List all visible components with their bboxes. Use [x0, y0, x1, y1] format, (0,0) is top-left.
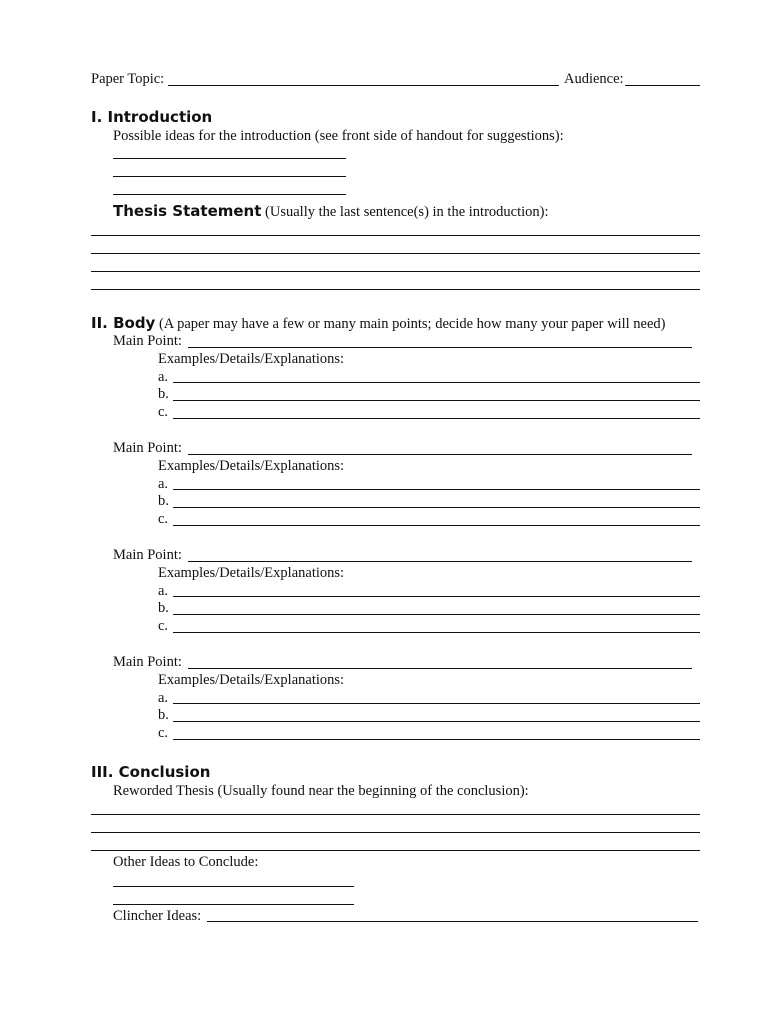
item-a-label: a. [158, 583, 169, 599]
item-c-blank[interactable] [173, 632, 700, 633]
item-b-label: b. [158, 386, 169, 402]
paper-topic-blank[interactable] [168, 85, 559, 86]
reworded-thesis-blank[interactable] [91, 850, 700, 851]
item-a-blank[interactable] [173, 596, 700, 597]
item-b-label: b. [158, 600, 169, 616]
main-point-blank[interactable] [188, 454, 692, 455]
body-heading-row [91, 314, 666, 333]
reworded-thesis-blank[interactable] [91, 832, 700, 833]
body-heading: II. Body [91, 314, 156, 332]
examples-label: Examples/Details/Explanations: [158, 565, 345, 581]
thesis-blank[interactable] [91, 271, 700, 272]
clincher-ideas-label: Clincher Ideas: [113, 908, 202, 924]
item-c-label: c. [158, 618, 169, 634]
conclusion-heading: III. Conclusion [91, 763, 211, 781]
main-point-label: Main Point: [113, 547, 182, 563]
item-c-label: c. [158, 725, 169, 741]
audience-blank[interactable] [625, 85, 700, 86]
main-point-blank[interactable] [188, 347, 692, 348]
thesis-blank[interactable] [91, 235, 700, 236]
clincher-ideas-blank[interactable] [207, 921, 698, 922]
introduction-heading: I. Introduction [91, 108, 213, 126]
reworded-thesis-blank[interactable] [91, 814, 700, 815]
item-a-blank[interactable] [173, 489, 700, 490]
item-c-label: c. [158, 404, 169, 420]
paper-topic-label: Paper Topic: [91, 71, 165, 87]
reworded-thesis-label: Reworded Thesis (Usually found near the beginning of the conclusion): [113, 783, 529, 799]
other-ideas-label: Other Ideas to Conclude: [113, 854, 259, 870]
intro-idea-blank[interactable] [113, 176, 346, 177]
item-b-label: b. [158, 707, 169, 723]
body-note: (A paper may have a few or many main points; decide how many your paper will need) [158, 316, 666, 332]
audience-label: Audience: [564, 71, 624, 87]
main-point-blank[interactable] [188, 561, 692, 562]
item-a-blank[interactable] [173, 703, 700, 704]
thesis-blank[interactable] [91, 289, 700, 290]
main-point-blank[interactable] [188, 668, 692, 669]
item-b-blank[interactable] [173, 614, 700, 615]
item-b-blank[interactable] [173, 400, 700, 401]
item-b-label: b. [158, 493, 169, 509]
examples-label: Examples/Details/Explanations: [158, 672, 345, 688]
item-c-blank[interactable] [173, 418, 700, 419]
thesis-blank[interactable] [91, 253, 700, 254]
item-b-blank[interactable] [173, 721, 700, 722]
item-a-label: a. [158, 690, 169, 706]
item-c-blank[interactable] [173, 739, 700, 740]
other-idea-blank[interactable] [113, 904, 354, 905]
examples-label: Examples/Details/Explanations: [158, 351, 345, 367]
item-a-label: a. [158, 369, 169, 385]
main-point-label: Main Point: [113, 333, 182, 349]
other-idea-blank[interactable] [113, 886, 354, 887]
item-b-blank[interactable] [173, 507, 700, 508]
thesis-statement-heading: Thesis Statement [113, 202, 262, 220]
item-a-blank[interactable] [173, 382, 700, 383]
main-point-label: Main Point: [113, 654, 182, 670]
item-a-label: a. [158, 476, 169, 492]
main-point-label: Main Point: [113, 440, 182, 456]
introduction-ideas-prompt: Possible ideas for the introduction (see front side of handout for suggestions): [113, 128, 564, 144]
thesis-statement-note: (Usually the last sentence(s) in the introduction): [265, 204, 549, 220]
intro-idea-blank[interactable] [113, 158, 346, 159]
examples-label: Examples/Details/Explanations: [158, 458, 345, 474]
item-c-blank[interactable] [173, 525, 700, 526]
intro-idea-blank[interactable] [113, 194, 346, 195]
thesis-statement-row [113, 202, 549, 221]
item-c-label: c. [158, 511, 169, 527]
